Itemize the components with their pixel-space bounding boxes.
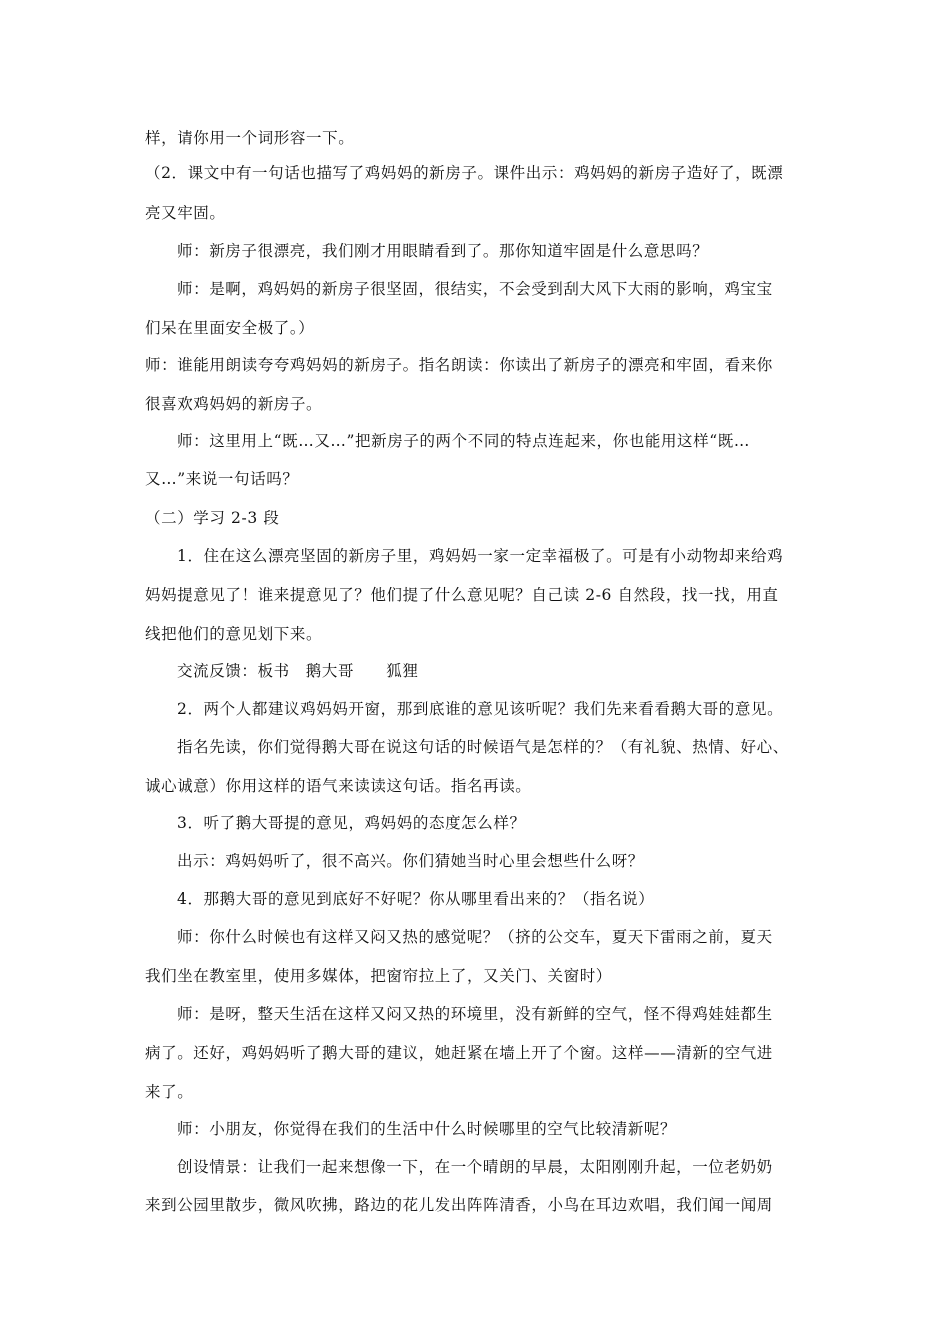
- text-line: 3．听了鹅大哥提的意见，鸡妈妈的态度怎么样？: [177, 814, 526, 832]
- text-line: 来到公园里散步，微风吹拂，路边的花儿发出阵阵清香，小鸟在耳边欢唱，我们闻一闻周: [145, 1196, 773, 1214]
- text-line: 师：新房子很漂亮，我们刚才用眼睛看到了。那你知道牢固是什么意思吗？: [177, 242, 709, 260]
- text-line: 们呆在里面安全极了。）: [145, 319, 315, 337]
- text-line: （2．课文中有一句话也描写了鸡妈妈的新房子。课件出示：鸡妈妈的新房子造好了，既漂: [145, 164, 784, 182]
- text-line: 2．两个人都建议鸡妈妈开窗，那到底谁的意见该听呢？我们先来看看鹅大哥的意见。: [177, 700, 784, 718]
- text-line: 病了。还好，鸡妈妈听了鹅大哥的建议，她赶紧在墙上开了个窗。这样——清新的空气进: [145, 1044, 773, 1062]
- text-line: 又…”来说一句话吗？: [145, 470, 299, 488]
- text-line: 线把他们的意见划下来。: [145, 625, 323, 643]
- text-line: 亮又牢固。: [145, 204, 226, 222]
- text-line: 交流反馈：板书 鹅大哥 狐狸: [177, 662, 419, 680]
- text-line: 出示：鸡妈妈听了，很不高兴。你们猜她当时心里会想些什么呀？: [177, 852, 644, 870]
- text-line: 创设情景：让我们一起来想像一下，在一个晴朗的早晨，太阳刚刚升起，一位老奶奶: [177, 1158, 773, 1176]
- text-line: 师：谁能用朗读夸夸鸡妈妈的新房子。指名朗读：你读出了新房子的漂亮和牢固，看来你: [145, 356, 773, 374]
- section-heading: （二）学习 2-3 段: [145, 509, 280, 527]
- text-line: 样，请你用一个词形容一下。: [145, 129, 355, 147]
- text-line: 妈妈提意见了！谁来提意见了？他们提了什么意见呢？自己读 2-6 自然段，找一找，用直: [145, 586, 779, 604]
- text-line: 师：小朋友，你觉得在我们的生活中什么时候哪里的空气比较清新呢？: [177, 1120, 677, 1138]
- text-line: 师：是呀，整天生活在这样又闷又热的环境里，没有新鲜的空气，怪不得鸡娃娃都生: [177, 1005, 773, 1023]
- text-line: 很喜欢鸡妈妈的新房子。: [145, 395, 323, 413]
- text-line: 指名先读，你们觉得鹅大哥在说这句话的时候语气是怎样的？（有礼貌、热情、好心、: [177, 738, 789, 756]
- text-line: 我们坐在教室里，使用多媒体，把窗帘拉上了，又关门、关窗时）: [145, 967, 612, 985]
- text-line: 4．那鹅大哥的意见到底好不好呢？你从哪里看出来的？（指名说）: [177, 890, 655, 908]
- text-line: 师：你什么时候也有这样又闷又热的感觉呢？（挤的公交车，夏天下雷雨之前，夏天: [177, 928, 773, 946]
- text-line: 师：这里用上“既…又…”把新房子的两个不同的特点连起来，你也能用这样“既…: [177, 432, 750, 450]
- text-line: 师：是啊，鸡妈妈的新房子很坚固，很结实，不会受到刮大风下大雨的影响，鸡宝宝: [177, 280, 773, 298]
- text-line: 1．住在这么漂亮坚固的新房子里，鸡妈妈一家一定幸福极了。可是有小动物却来给鸡: [177, 547, 784, 565]
- text-line: 来了。: [145, 1083, 194, 1101]
- text-line: 诚心诚意）你用这样的语气来读读这句话。指名再读。: [145, 777, 532, 795]
